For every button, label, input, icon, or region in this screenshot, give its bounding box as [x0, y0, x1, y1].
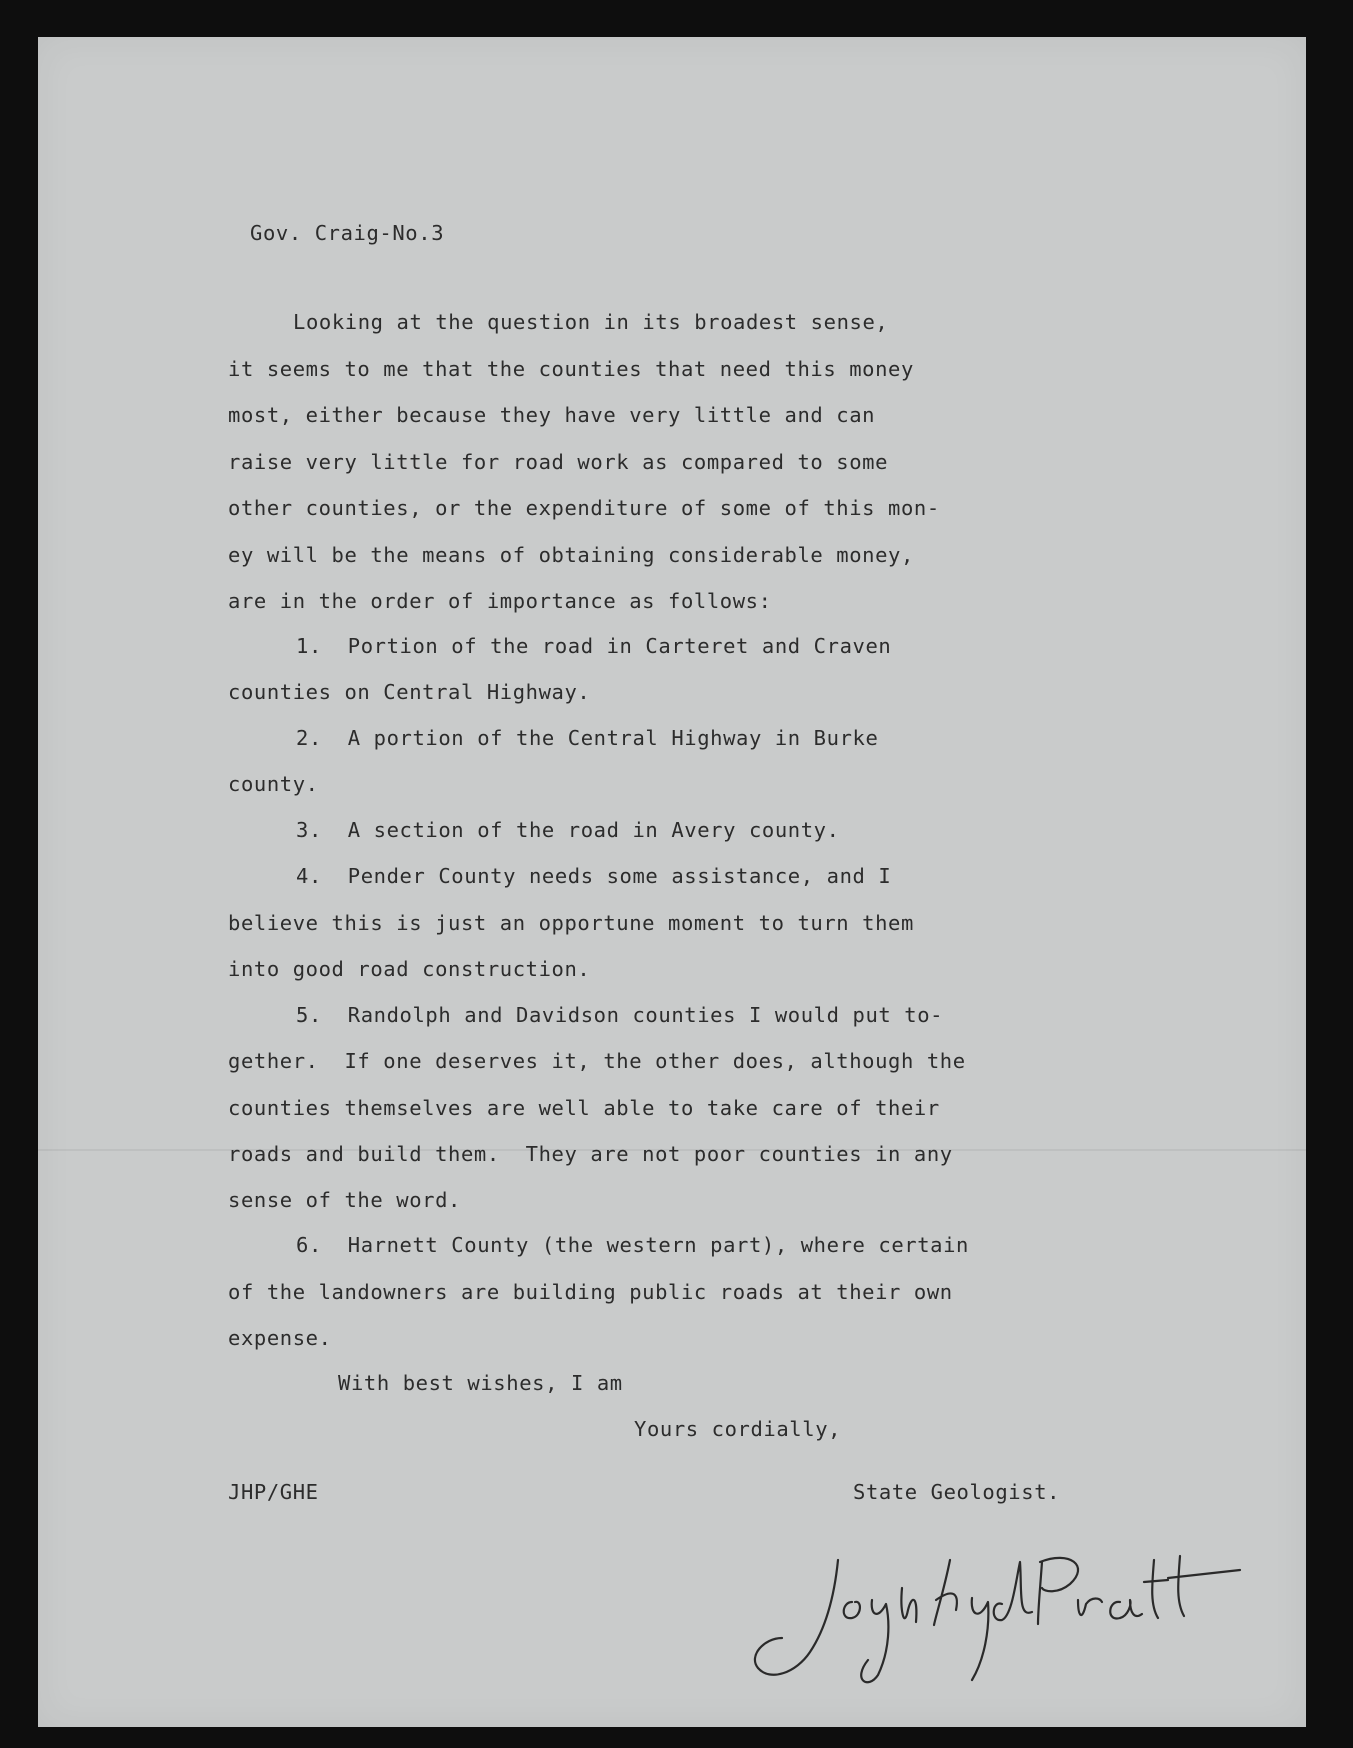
body-line: county. — [228, 772, 319, 796]
signer-title: State Geologist. — [853, 1480, 1061, 1504]
body-line: most, either because they have very little and can — [228, 403, 876, 427]
list-item-4: 4. Pender County needs some assistance, and I — [296, 864, 892, 888]
list-item-2: 2. A portion of the Central Highway in Burke — [296, 726, 879, 750]
body-line: expense. — [228, 1326, 332, 1350]
body-line: are in the order of importance as follows: — [228, 589, 772, 613]
list-item-5: 5. Randolph and Davidson counties I would put to- — [296, 1003, 944, 1027]
valediction: Yours cordially, — [634, 1417, 842, 1441]
body-line: into good road construction. — [228, 957, 591, 981]
body-line: of the landowners are building public roads at their own — [228, 1280, 953, 1304]
handwritten-signature — [740, 1540, 1260, 1690]
body-line: counties on Central Highway. — [228, 680, 591, 704]
body-line: gether. If one deserves it, the other does, although the — [228, 1049, 966, 1073]
body-line: Looking at the question in its broadest sense, — [293, 310, 889, 334]
body-line: raise very little for road work as compared to some — [228, 450, 889, 474]
body-line: it seems to me that the counties that need this money — [228, 357, 914, 381]
body-line: counties themselves are well able to take care of their — [228, 1096, 940, 1120]
letter-page — [38, 37, 1306, 1727]
body-line: believe this is just an opportune moment to turn them — [228, 911, 914, 935]
list-item-3: 3. A section of the road in Avery county. — [296, 818, 840, 842]
closing-wishes: With best wishes, I am — [338, 1371, 623, 1395]
typist-initials: JHP/GHE — [228, 1480, 319, 1504]
body-line: roads and build them. They are not poor counties in any — [228, 1142, 953, 1166]
body-line: other counties, or the expenditure of some of this mon- — [228, 496, 940, 520]
page-header: Gov. Craig-No.3 — [250, 221, 445, 245]
list-item-6: 6. Harnett County (the western part), where certain — [296, 1233, 969, 1257]
body-line: sense of the word. — [228, 1188, 461, 1212]
list-item-1: 1. Portion of the road in Carteret and Craven — [296, 634, 892, 658]
body-line: ey will be the means of obtaining considerable money, — [228, 543, 914, 567]
